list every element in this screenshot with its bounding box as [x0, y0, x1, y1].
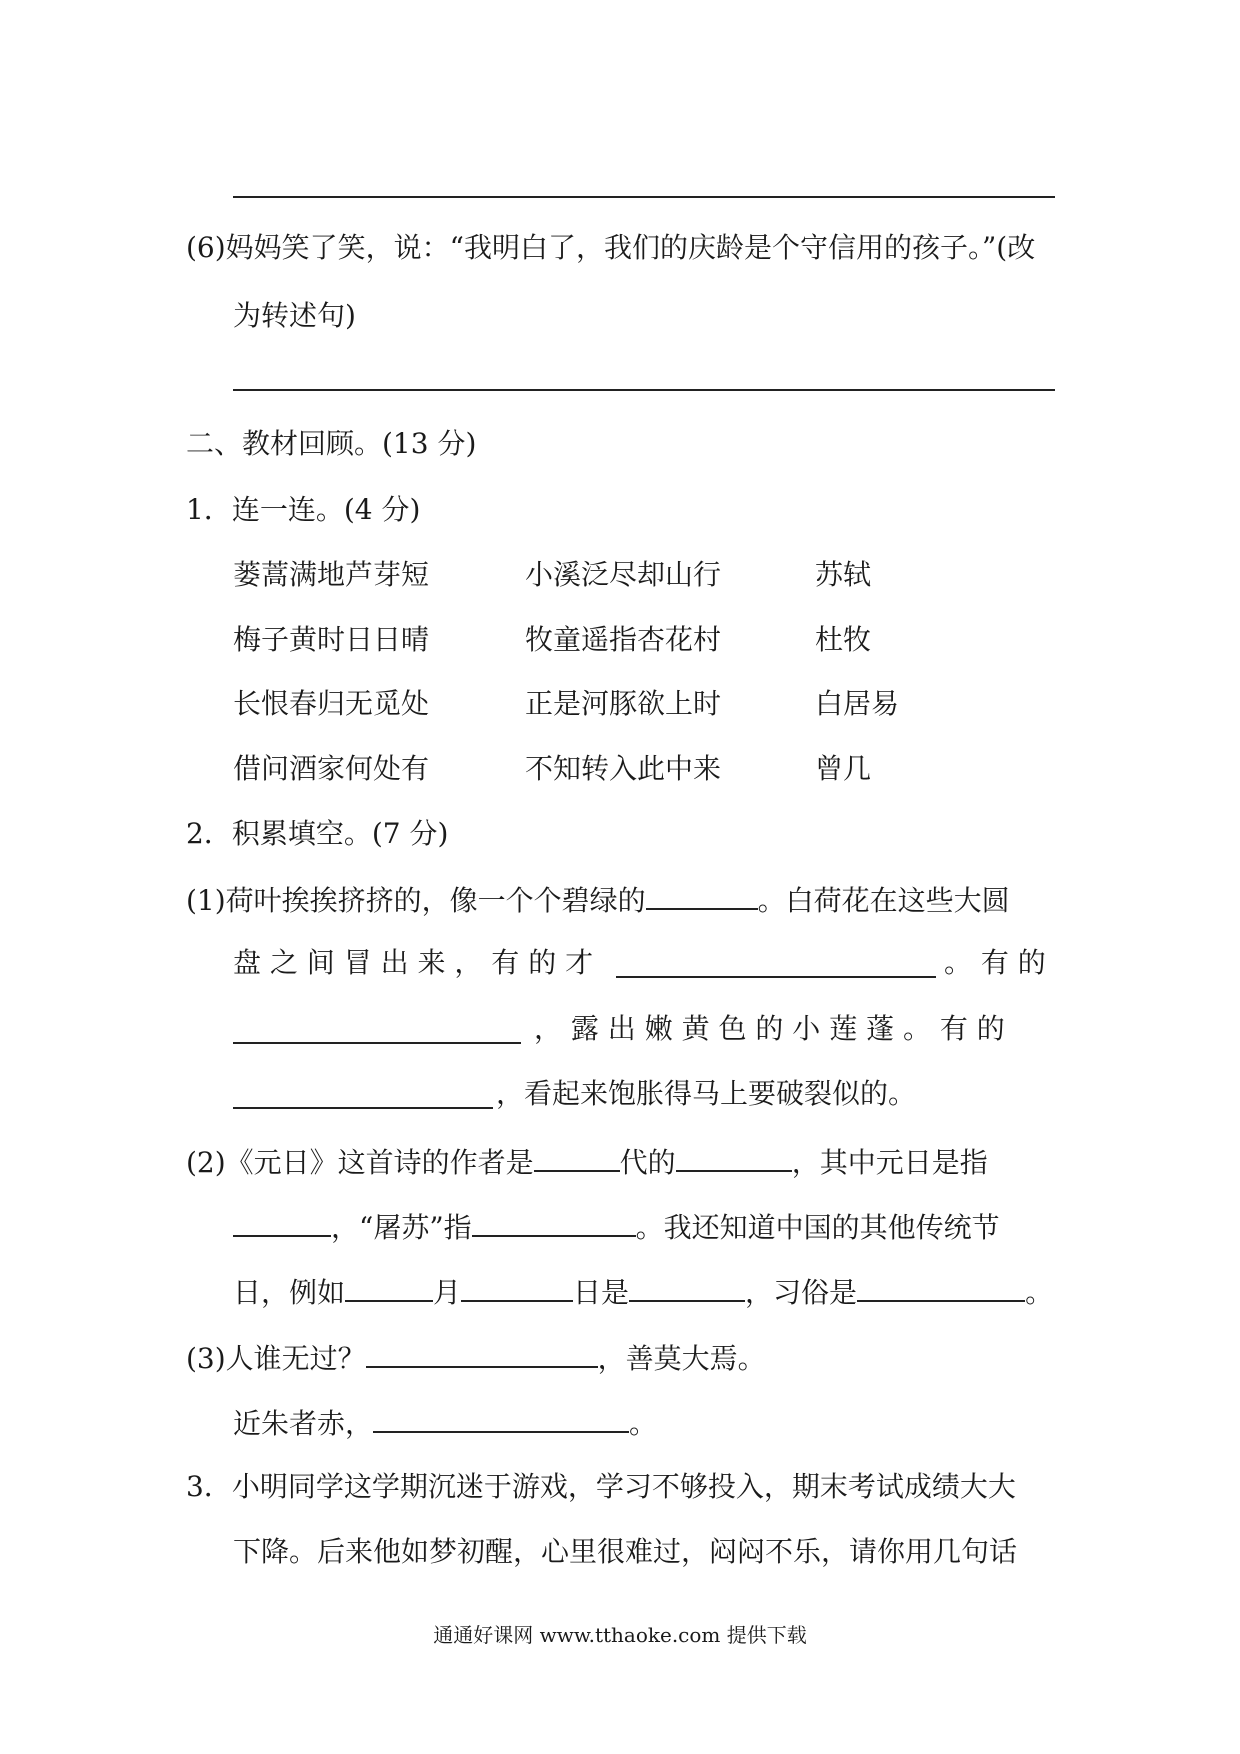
fill-2-blank-yuanri[interactable] — [233, 1205, 331, 1237]
fill-2-blank-day[interactable] — [461, 1270, 573, 1302]
fill-2-text-h: 日是 — [573, 1276, 630, 1309]
fill-1-blank-4[interactable] — [233, 1077, 493, 1109]
matching-row-2-col-1: 梅子黄时日日晴 — [233, 623, 430, 656]
fill-2-blank-month[interactable] — [345, 1270, 433, 1302]
fill-title-text: 2．积累填空。(7 分) — [186, 817, 449, 850]
fill-3-line-2 — [233, 1401, 657, 1444]
fill-2-text-f: 日，例如 — [233, 1276, 346, 1309]
fill-2-line-1 — [186, 1140, 988, 1183]
fill-2-blank-author[interactable] — [676, 1140, 792, 1172]
fill-1-text-f: ，看起来饱胀得马上要破裂似的。 — [496, 1077, 917, 1110]
fill-2-line-2 — [233, 1205, 1000, 1248]
fill-1-blank-2[interactable] — [616, 946, 936, 978]
matching-row-1-col-1: 蒌蒿满地芦芽短 — [233, 558, 430, 591]
question-3-text-a: 3．小明同学这学期沉迷于游戏，学习不够投入，期末考试成绩大大 — [186, 1470, 1016, 1503]
matching-title-text: 1．连一连。(4 分) — [186, 493, 421, 526]
fill-3-blank-2[interactable] — [373, 1401, 629, 1433]
fill-1-line-2 — [233, 943, 593, 983]
section-2-title — [186, 424, 476, 464]
fill-title — [186, 814, 448, 854]
matching-row-3-col-2: 正是河豚欲上时 — [525, 687, 722, 720]
fill-3-line-1 — [186, 1336, 766, 1379]
matching-row-4-col-3: 曾几 — [815, 752, 872, 785]
fill-2-text-i: ，习俗是 — [745, 1276, 858, 1309]
matching-title — [186, 490, 420, 530]
page-footer — [0, 1620, 1240, 1650]
fill-2-line-3 — [233, 1270, 1053, 1313]
fill-3-text-d: 。 — [629, 1407, 658, 1440]
fill-2-text-d: ，“屠苏”指 — [331, 1211, 472, 1244]
matching-row-1-col-2: 小溪泛尽却山行 — [525, 558, 722, 591]
fill-1-line-1 — [186, 878, 1010, 921]
fill-2-text-g: 月 — [433, 1276, 462, 1309]
section-2-title-text: 二、教材回顾。(13 分) — [186, 427, 477, 460]
fill-2-text-c: ，其中元日是指 — [791, 1146, 988, 1179]
question-6-line-2 — [233, 296, 356, 336]
matching-row-4-col-1: 借问酒家何处有 — [233, 752, 430, 785]
fill-1-blank-3[interactable] — [233, 1012, 521, 1044]
question-6-text-b: 为转述句) — [233, 299, 356, 332]
question-3-line-2 — [233, 1532, 1017, 1572]
fill-1-text-c: 盘 之 间 冒 出 来 ， 有 的 才 — [233, 946, 594, 979]
fill-1-text-a: (1)荷叶挨挨挤挤的，像一个个碧绿的 — [186, 884, 646, 917]
fill-2-text-b: 代的 — [619, 1146, 676, 1179]
matching-row-3-col-1: 长恨春归无觅处 — [233, 687, 430, 720]
fill-2-text-e: 。我还知道中国的其他传统节 — [635, 1211, 1000, 1244]
answer-line-6 — [233, 389, 1055, 391]
fill-3-text-b: ，善莫大焉。 — [597, 1342, 766, 1375]
answer-line-5 — [233, 196, 1055, 198]
matching-row-2-col-3: 杜牧 — [815, 623, 872, 656]
matching-row-1-col-3: 苏轼 — [815, 558, 872, 591]
question-6-line-1 — [186, 228, 1035, 268]
fill-3-text-a: (3)人谁无过？ — [186, 1342, 366, 1375]
fill-1-line-4 — [496, 1074, 916, 1114]
fill-3-text-c: 近朱者赤， — [233, 1407, 374, 1440]
fill-2-text-a: (2)《元日》这首诗的作者是 — [186, 1146, 534, 1179]
fill-3-blank-1[interactable] — [366, 1336, 598, 1368]
fill-2-blank-tusu[interactable] — [472, 1205, 636, 1237]
fill-1-line-2-end — [944, 943, 1046, 983]
fill-1-line-3 — [534, 1009, 1005, 1049]
question-3-line-1 — [186, 1467, 1016, 1507]
fill-1-text-d: 。 有 的 — [944, 946, 1046, 979]
question-6-text-a: (6)妈妈笑了笑，说：“我明白了，我们的庆龄是个守信用的孩子。”(改 — [186, 231, 1036, 264]
fill-2-blank-custom[interactable] — [857, 1270, 1025, 1302]
fill-2-text-j: 。 — [1025, 1276, 1054, 1309]
matching-row-2-col-2: 牧童遥指杏花村 — [525, 623, 722, 656]
matching-row-3-col-3: 白居易 — [815, 687, 900, 720]
fill-1-text-b: 。白荷花在这些大圆 — [757, 884, 1010, 917]
fill-2-blank-dynasty[interactable] — [534, 1140, 620, 1172]
fill-1-blank-1[interactable] — [646, 878, 758, 910]
matching-row-4-col-2: 不知转入此中来 — [525, 752, 722, 785]
question-3-text-b: 下降。后来他如梦初醒，心里很难过，闷闷不乐，请你用几句话 — [233, 1535, 1018, 1568]
footer-text: 通通好课网 www.tthaoke.com 提供下载 — [433, 1623, 807, 1647]
fill-2-blank-festival[interactable] — [629, 1270, 745, 1302]
fill-1-text-e: ， 露 出 嫩 黄 色 的 小 莲 蓬 。 有 的 — [534, 1012, 1005, 1045]
